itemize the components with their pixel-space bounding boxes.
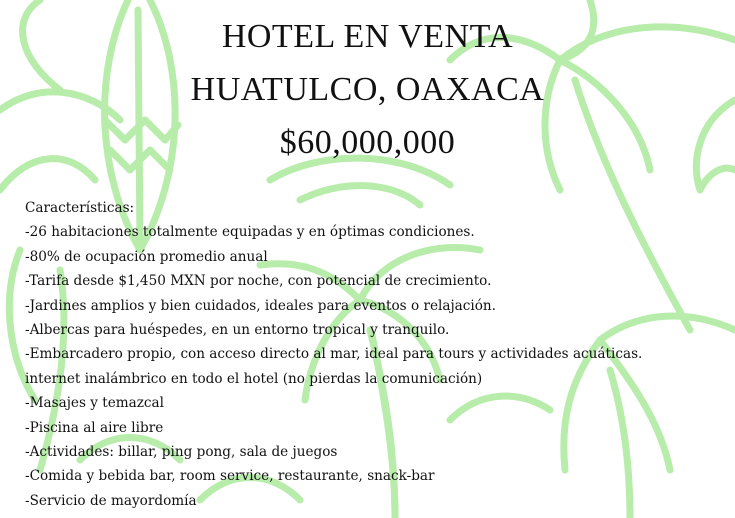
feature-item: -Embarcadero propio, con acceso directo al mar, ideal para tours y actividades acuáticas.	[25, 346, 643, 363]
feature-item: internet inalámbrico en todo el hotel (no pierdas la comunicación)	[25, 370, 483, 387]
feature-item: -Albercas para huéspedes, en un entorno tropical y tranquilo.	[25, 322, 450, 339]
feature-item: -80% de ocupación promedio anual	[25, 248, 268, 265]
feature-item: -Piscina al aire libre	[25, 419, 164, 436]
features-heading: Características:	[25, 200, 135, 216]
listing-title: HOTEL EN VENTA	[221, 18, 514, 55]
feature-item: -Jardines amplios y bien cuidados, ideales para eventos o relajación.	[25, 297, 496, 314]
features-list	[25, 196, 725, 513]
listing-price: $60,000,000	[279, 124, 456, 161]
feature-item: -Masajes y temazcal	[25, 395, 164, 412]
feature-item: -Comida y bebida bar, room service, restaurante, snack-bar	[25, 468, 435, 485]
feature-item: -Tarifa desde $1,450 MXN por noche, con potencial de crecimiento.	[25, 273, 492, 290]
listing-location: HUATULCO, OAXACA	[190, 71, 545, 108]
feature-item: -Actividades: billar, ping pong, sala de juegos	[25, 444, 338, 461]
feature-item: -Servicio de mayordomía	[25, 492, 197, 509]
feature-item: -26 habitaciones totalmente equipadas y en óptimas condiciones.	[25, 224, 475, 241]
